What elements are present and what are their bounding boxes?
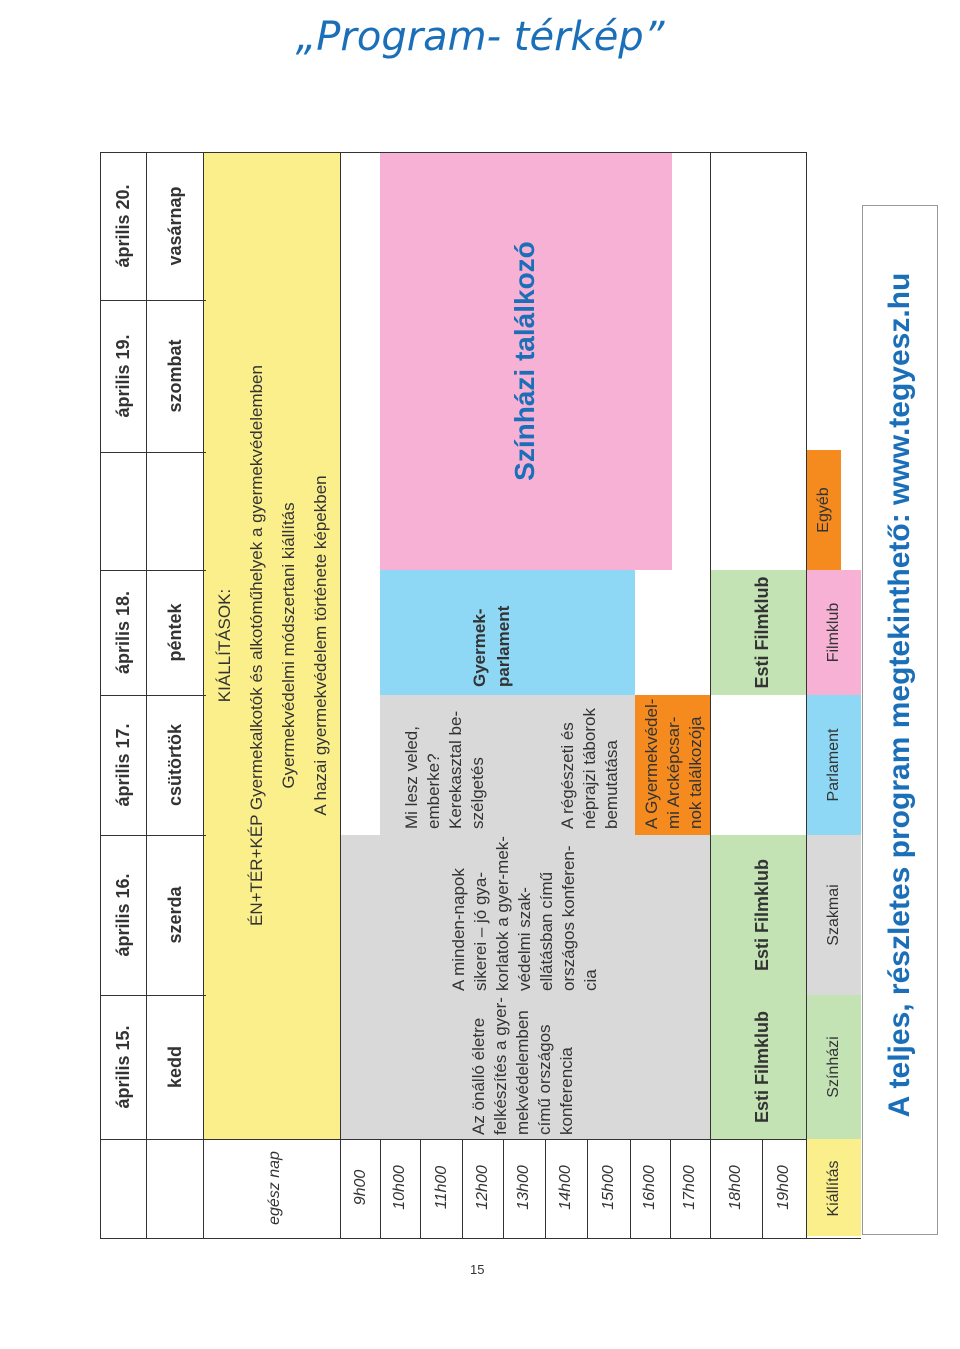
hour-14: 14h00 [557,1165,574,1210]
hour-13: 13h00 [515,1165,532,1210]
legend-theatre: Színházi [825,1036,842,1098]
hour-19: 19h00 [775,1165,792,1210]
hour-11: 11h00 [432,1165,450,1210]
event-fri-film: Esti Filmklub [752,576,772,689]
weekday-sat: szombat [164,339,185,413]
date-tue: április 15. [113,1025,133,1109]
exhibitions-heading: KIÁLLÍTÁSOK: [215,588,234,703]
exhibition-item: ÉN+TÉR+KÉP Gyermekalkotók és alkotóműhelyek a gyermekvédelemben [247,365,266,926]
footer-text: A teljes, részletes program megtekinthető: www.tegyesz.hu [883,272,916,1118]
date-wed: április 16. [113,873,133,957]
page-number: 15 [470,1262,485,1277]
hour-10: 10h00 [391,1165,408,1210]
hour-12: 12h00 [473,1165,491,1210]
weekday-fri: péntek [164,603,185,662]
legend-parliament: Parlament [825,728,842,802]
legend-professional: Szakmai [825,884,842,946]
legend-exhibition: Kiállítás [825,1160,842,1217]
date-sun: április 20. [113,184,133,268]
date-thu: április 17. [113,723,133,807]
hour-9: 9h00 [352,1169,369,1206]
legend-film: Filmklub [825,602,842,663]
event-fri-parliament: Gyermek-parlament [470,605,513,687]
legend-other: Egyéb [814,487,832,533]
weekday-thu: csütörtök [164,724,185,807]
event-theatre-meeting: Színházi találkozó [509,241,540,481]
weekday-sun: vasárnap [164,186,185,266]
event-wed-film: Esti Filmklub [752,858,772,972]
date-fri: április 18. [113,590,133,675]
exhibition-item: A hazai gyermekvédelem története képekben [311,475,330,816]
event-tue-film: Esti Filmklub [752,1010,772,1124]
event-thu-talk: Mi lesz veled, emberke? Kerekasztal be-szélgetés [402,710,487,829]
exhibition-item: Gyermekvédelmi módszertani kiállítás [279,502,298,789]
event-wed-conference: A minden-napok sikerei – jó gya-korlatok a gyer-mek-védelmi szak-ellátásban című országos konferen-cia [449,836,600,991]
hour-17: 17h00 [681,1165,698,1210]
exhibitions-text [208,152,338,1139]
date-sat: április 19. [113,334,133,418]
hour-15: 15h00 [599,1165,617,1210]
weekday-tue: kedd [164,1046,185,1089]
weekday-wed: szerda [164,886,185,944]
page-title: „Program- térkép” [295,14,665,60]
hour-16: 16h00 [641,1165,658,1210]
hour-18: 18h00 [727,1165,744,1210]
event-thu-camps: A régészeti és néprajzi táborok bemutatása [558,708,621,829]
whole-day-label: egész nap [266,1151,283,1225]
event-thu-photographers: A Gyermekvédel-mi Arcképcsar-nok találkozója [642,698,705,829]
event-tue-conference: Az önálló életre felkészítés a gyer-mekvédelemben című országos konferencia [469,997,576,1135]
